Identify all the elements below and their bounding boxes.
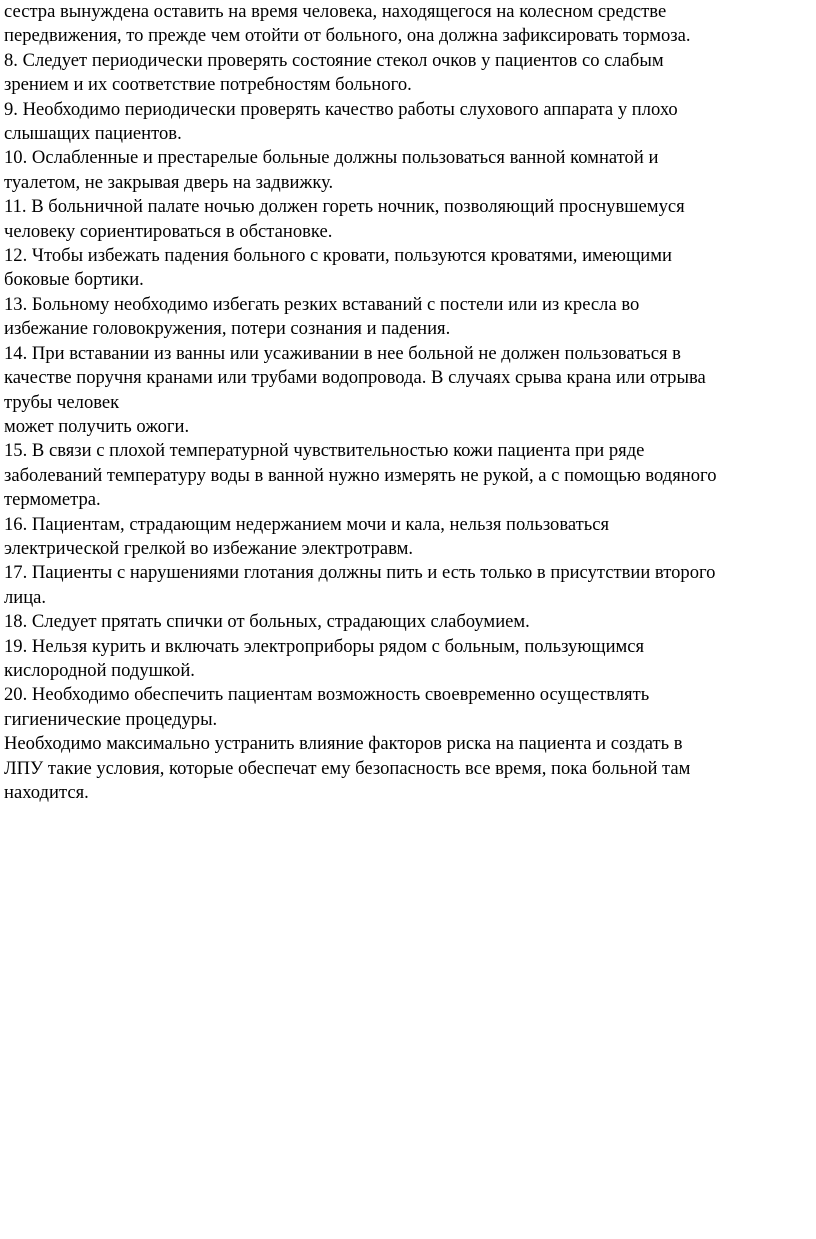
text-line: 14. При вставании из ванны или усаживании в нее больной не должен пользоваться в	[4, 342, 681, 364]
text-line: качестве поручня кранами или трубами водопровода. В случаях срыва крана или отрыва	[4, 367, 706, 389]
text-line: 11. В больничной палате ночью должен гореть ночник, позволяющий проснувшемуся	[4, 196, 685, 218]
text-line: термометра.	[4, 489, 101, 511]
text-line: избежание головокружения, потери сознания и падения.	[4, 318, 451, 340]
text-line: электрической грелкой во избежание электротравм.	[4, 537, 414, 559]
text-line: 19. Нельзя курить и включать электроприборы рядом с больным, пользующимся	[4, 635, 645, 657]
text-line: 15. В связи с плохой температурной чувствительностью кожи пациента при ряде	[4, 440, 645, 462]
text-line: 8. Следует периодически проверять состояние стекол очков у пациентов со слабым	[4, 49, 664, 71]
text-line: зрением и их соответствие потребностям больного.	[4, 74, 412, 96]
text-line: передвижения, то прежде чем отойти от больного, она должна зафиксировать тормоза.	[4, 25, 691, 47]
text-line: человеку сориентироваться в обстановке.	[4, 220, 333, 242]
document-body	[4, 0, 812, 805]
text-line: 13. Больному необходимо избегать резких вставаний с постели или из кресла во	[4, 293, 640, 315]
text-line: трубы человек	[4, 391, 120, 413]
text-line: лица.	[4, 586, 47, 608]
text-line: 9. Необходимо периодически проверять качество работы слухового аппарата у плохо	[4, 98, 678, 120]
text-line: Необходимо максимально устранить влияние факторов риска на пациента и создать в	[4, 733, 683, 755]
text-line: ЛПУ такие условия, которые обеспечат ему безопасность все время, пока больной там	[4, 757, 691, 779]
text-line: боковые бортики.	[4, 269, 144, 291]
text-line: гигиенические процедуры.	[4, 708, 218, 730]
text-line: 12. Чтобы избежать падения больного с кровати, пользуются кроватями, имеющими	[4, 245, 672, 267]
text-line: находится.	[4, 782, 89, 803]
text-line: 17. Пациенты с нарушениями глотания должны пить и есть только в присутствии второго	[4, 562, 716, 584]
text-line: 10. Ослабленные и престарелые больные должны пользоваться ванной комнатой и	[4, 147, 659, 169]
text-line: 20. Необходимо обеспечить пациентам возможность своевременно осуществлять	[4, 684, 650, 706]
text-line: сестра вынуждена оставить на время человека, находящегося на колесном средстве	[4, 1, 667, 22]
text-line: слышащих пациентов.	[4, 123, 182, 145]
text-line: может получить ожоги.	[4, 415, 190, 437]
text-line: 16. Пациентам, страдающим недержанием мочи и кала, нельзя пользоваться	[4, 513, 610, 535]
text-line: 18. Следует прятать спички от больных, страдающих слабоумием.	[4, 611, 530, 633]
text-line: туалетом, не закрывая дверь на задвижку.	[4, 171, 334, 193]
text-line: заболеваний температуру воды в ванной нужно измерять не рукой, а с помощью водяного	[4, 464, 717, 486]
text-line: кислородной подушкой.	[4, 659, 195, 681]
